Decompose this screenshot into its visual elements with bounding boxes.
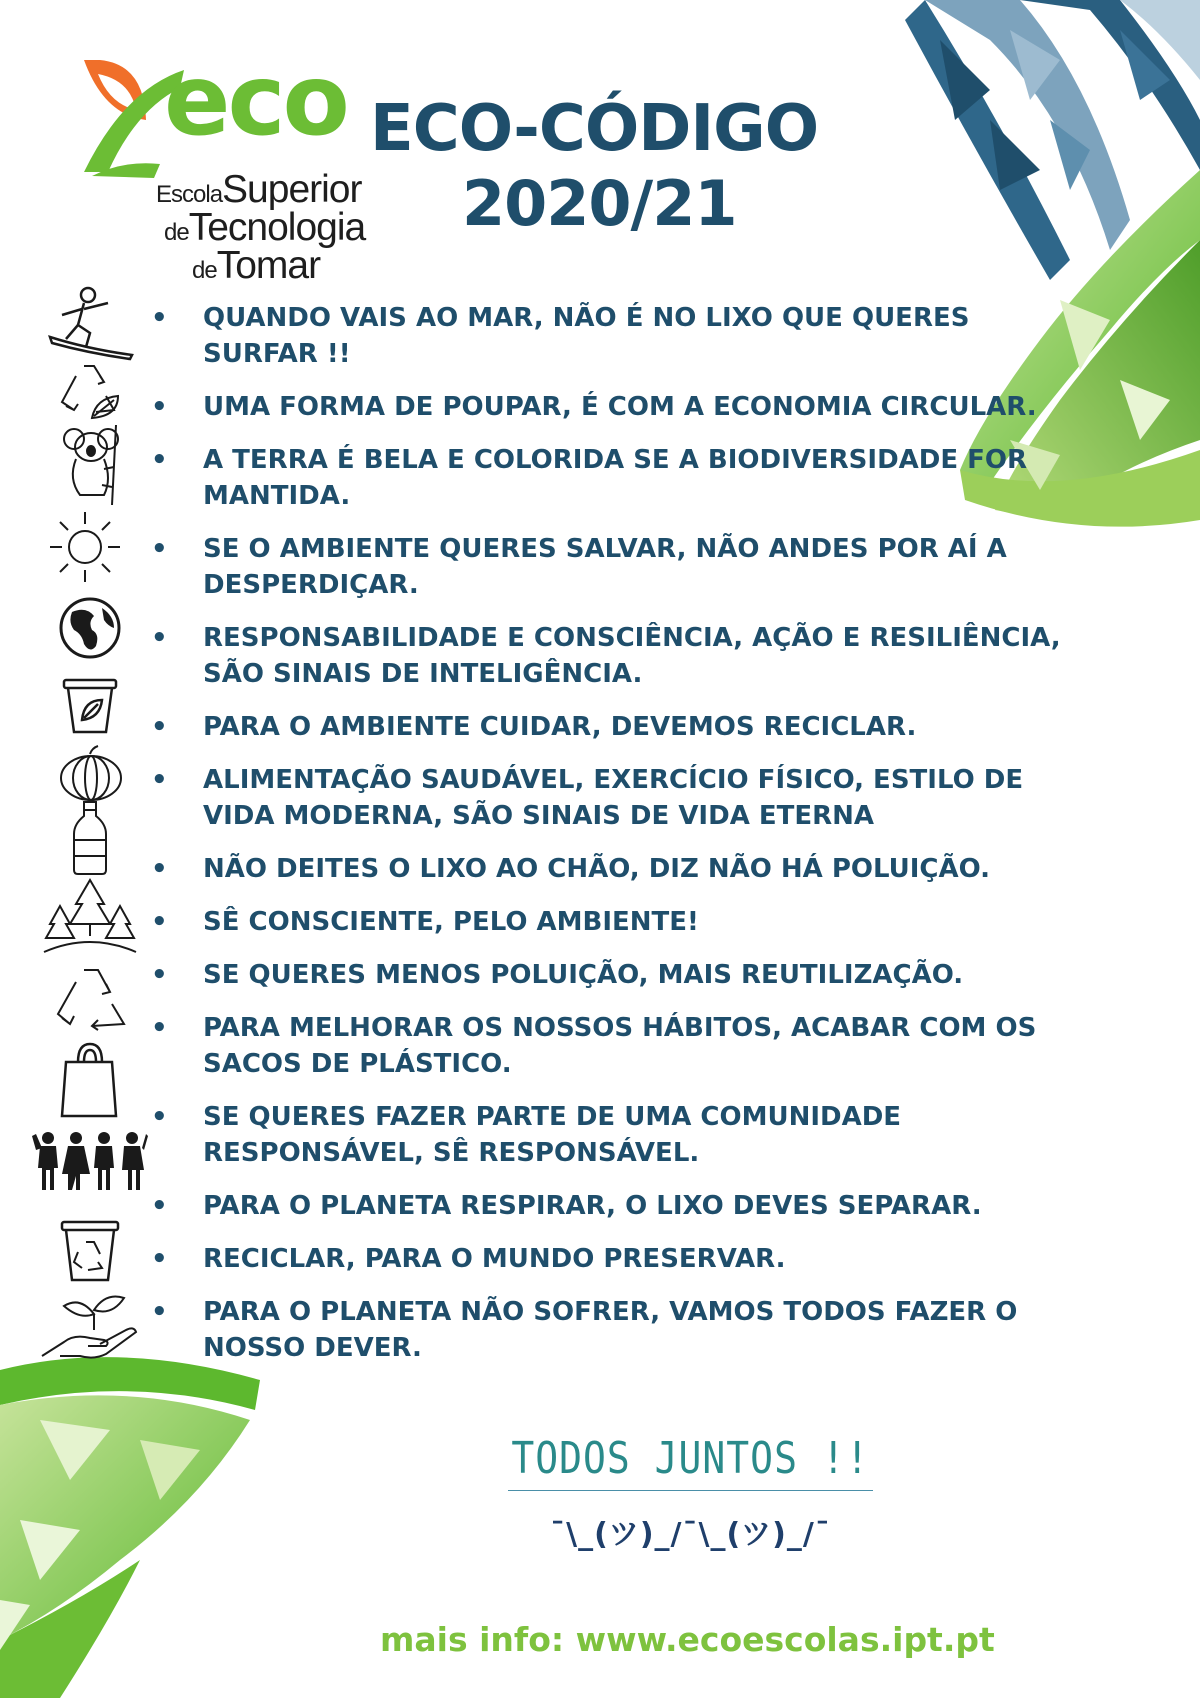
list-item: • NÃO DEITES O LIXO AO CHÃO, DIZ NÃO HÁ POLUIÇÃO.	[145, 851, 1075, 887]
shopping-bag-icon	[60, 1040, 120, 1120]
together-text: TODOS JUNTOS !!	[511, 1432, 870, 1484]
surfer-icon	[48, 285, 138, 365]
globe-icon	[58, 596, 122, 660]
hand-sprout-icon	[40, 1290, 140, 1362]
list-item: • PARA O PLANETA NÃO SOFRER, VAMOS TODOS FAZER O NOSSO DEVER.	[145, 1294, 1075, 1366]
recycle-leaf-icon	[56, 362, 126, 422]
list-item: • SÊ CONSCIENTE, PELO AMBIENTE!	[145, 904, 1075, 940]
list-item: • PARA O AMBIENTE CUIDAR, DEVEMOS RECICLAR.	[145, 709, 1075, 745]
list-item: • PARA O PLANETA RESPIRAR, O LIXO DEVES SEPARAR.	[145, 1188, 1075, 1224]
logo-line-1: EscolaSuperior	[156, 168, 362, 211]
list-item: • SE O AMBIENTE QUERES SALVAR, NÃO ANDES POR AÍ A DESPERDIÇAR.	[145, 531, 1075, 603]
list-item: • QUANDO VAIS AO MAR, NÃO É NO LIXO QUE QUERES SURFAR !!	[145, 300, 1075, 372]
koala-icon	[60, 425, 130, 505]
together-block	[508, 1434, 873, 1553]
recycle-icon	[54, 966, 128, 1032]
sun-icon	[48, 510, 122, 584]
logo-line-2: deTecnologia	[164, 206, 366, 249]
list-item: • RECICLAR, PARA O MUNDO PRESERVAR.	[145, 1241, 1075, 1277]
title-line-1: ECO-CÓDIGO	[370, 92, 819, 166]
list-item: • RESPONSABILIDADE E CONSCIÊNCIA, AÇÃO E RESILIÊNCIA, SÃO SINAIS DE INTELIGÊNCIA.	[145, 620, 1075, 692]
list-item: • SE QUERES FAZER PARTE DE UMA COMUNIDADE RESPONSÁVEL, SÊ RESPONSÁVEL.	[145, 1099, 1075, 1171]
list-item: • ALIMENTAÇÃO SAUDÁVEL, EXERCÍCIO FÍSICO, ESTILO DE VIDA MODERNA, SÃO SINAIS DE VIDA ETERNA	[145, 762, 1075, 834]
title-line-2: 2020/21	[462, 167, 737, 240]
more-info-link[interactable]: mais info: www.ecoescolas.ipt.pt	[380, 1620, 995, 1659]
together-divider	[508, 1490, 873, 1491]
compost-bin-icon	[60, 676, 120, 736]
logo-line-3: deTomar	[192, 244, 321, 287]
list-item: • UMA FORMA DE POUPAR, É COM A ECONOMIA CIRCULAR.	[145, 389, 1075, 425]
forest-icon	[42, 876, 138, 956]
icon-column	[0, 0, 160, 1698]
shrug-emoticons: ¯\_(ツ)_/¯\_(ツ)_/¯	[550, 1517, 831, 1552]
list-item: • A TERRA É BELA E COLORIDA SE A BIODIVERSIDADE FOR MANTIDA.	[145, 442, 1075, 514]
community-icon	[32, 1130, 148, 1192]
eco-code-list	[145, 300, 1075, 1383]
list-item: • SE QUERES MENOS POLUIÇÃO, MAIS REUTILIZAÇÃO.	[145, 957, 1075, 993]
recycle-bin-icon	[58, 1218, 122, 1284]
pumpkin-icon	[56, 744, 126, 804]
bottle-icon	[70, 800, 110, 876]
logo-brand-text: eco	[164, 44, 347, 158]
page-title	[370, 92, 870, 242]
list-item: • PARA MELHORAR OS NOSSOS HÁBITOS, ACABAR COM OS SACOS DE PLÁSTICO.	[145, 1010, 1075, 1082]
